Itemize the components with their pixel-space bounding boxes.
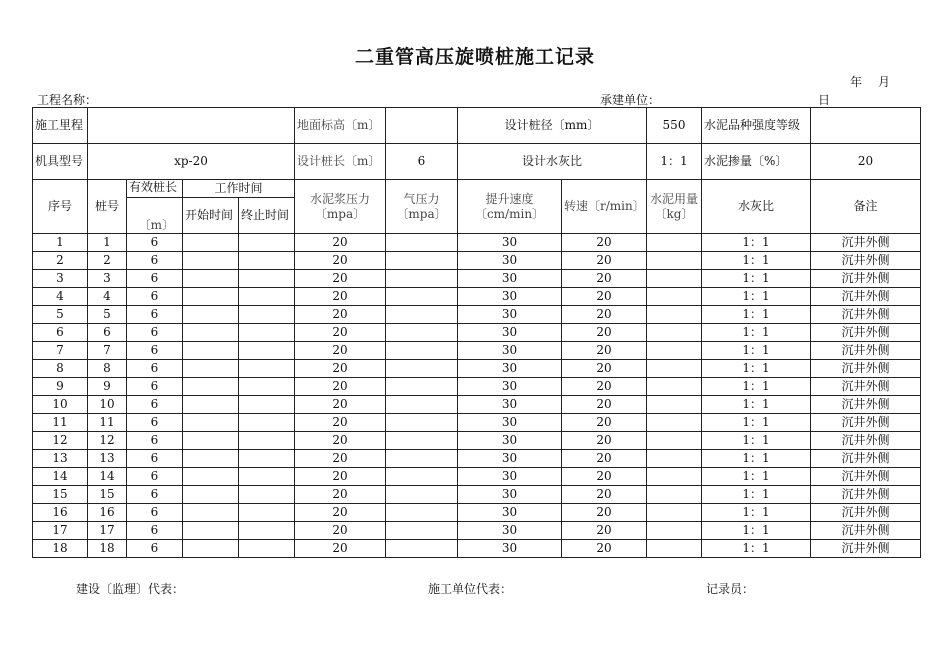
- cell-seq: 16: [33, 504, 88, 522]
- cell-seq: 15: [33, 486, 88, 504]
- cell-lift-speed: 30: [458, 234, 562, 252]
- cell-slurry-pressure: 20: [295, 342, 386, 360]
- cell-rotation-speed: 20: [562, 342, 647, 360]
- cell-remark: 沉井外侧: [811, 450, 921, 468]
- col-work-time: 工作时间: [183, 180, 295, 198]
- cell-slurry-pressure: 20: [295, 360, 386, 378]
- cell-seq: 1: [33, 234, 88, 252]
- cell-cement-amount[interactable]: [647, 396, 702, 414]
- cell-seq: 9: [33, 378, 88, 396]
- cell-start-time[interactable]: [183, 468, 239, 486]
- cell-wc-ratio: 1：1: [702, 414, 811, 432]
- cell-lift-speed: 30: [458, 522, 562, 540]
- table-row: [33, 540, 921, 558]
- cell-start-time[interactable]: [183, 270, 239, 288]
- cell-end-time[interactable]: [239, 486, 295, 504]
- design-length-label: 设计桩长〔m〕: [295, 144, 386, 180]
- cell-end-time[interactable]: [239, 270, 295, 288]
- contractor-label: 承建单位：: [600, 93, 661, 107]
- mileage-value[interactable]: [88, 108, 295, 144]
- cell-effective-length: 6: [127, 540, 183, 558]
- cell-pile-no: 14: [88, 468, 127, 486]
- cell-effective-length: 6: [127, 432, 183, 450]
- cell-seq: 11: [33, 414, 88, 432]
- cell-remark: 沉井外侧: [811, 486, 921, 504]
- cell-wc-ratio: 1：1: [702, 288, 811, 306]
- table-row: [33, 270, 921, 288]
- cell-wc-ratio: 1：1: [702, 504, 811, 522]
- cell-wc-ratio: 1：1: [702, 342, 811, 360]
- design-wc-ratio-label: 设计水灰比: [458, 144, 647, 180]
- date-year-label: 年: [850, 75, 863, 89]
- cell-end-time[interactable]: [239, 360, 295, 378]
- cell-end-time[interactable]: [239, 540, 295, 558]
- cell-cement-amount[interactable]: [647, 324, 702, 342]
- column-header-row-1: [33, 180, 921, 198]
- table-row: [33, 288, 921, 306]
- cell-slurry-pressure: 20: [295, 324, 386, 342]
- cell-rotation-speed: 20: [562, 360, 647, 378]
- cell-lift-speed: 30: [458, 378, 562, 396]
- cell-end-time[interactable]: [239, 324, 295, 342]
- cell-remark: 沉井外侧: [811, 396, 921, 414]
- cell-slurry-pressure: 20: [295, 288, 386, 306]
- cell-start-time[interactable]: [183, 540, 239, 558]
- cell-air-pressure[interactable]: [386, 360, 458, 378]
- col-end-time: 终止时间: [239, 198, 295, 234]
- cell-slurry-pressure: 20: [295, 432, 386, 450]
- table-row: [33, 342, 921, 360]
- cell-seq: 18: [33, 540, 88, 558]
- cell-rotation-speed: 20: [562, 432, 647, 450]
- cell-start-time[interactable]: [183, 414, 239, 432]
- table-row: [33, 324, 921, 342]
- col-start-time: 开始时间: [183, 198, 239, 234]
- cell-effective-length: 6: [127, 270, 183, 288]
- cell-rotation-speed: 20: [562, 522, 647, 540]
- cell-remark: 沉井外侧: [811, 234, 921, 252]
- machine-model-label: 机具型号: [33, 144, 88, 180]
- cell-wc-ratio: 1：1: [702, 270, 811, 288]
- cell-effective-length: 6: [127, 468, 183, 486]
- cell-air-pressure[interactable]: [386, 468, 458, 486]
- record-rows: [33, 234, 921, 558]
- design-diameter-value: 550: [647, 108, 702, 144]
- cell-start-time[interactable]: [183, 378, 239, 396]
- cell-remark: 沉井外侧: [811, 378, 921, 396]
- cell-effective-length: 6: [127, 360, 183, 378]
- cell-end-time[interactable]: [239, 306, 295, 324]
- cell-start-time[interactable]: [183, 306, 239, 324]
- cell-lift-speed: 30: [458, 468, 562, 486]
- col-effective-length-label: 有效桩长: [129, 180, 178, 194]
- cell-remark: 沉井外侧: [811, 252, 921, 270]
- cell-seq: 2: [33, 252, 88, 270]
- cell-lift-speed: 30: [458, 504, 562, 522]
- cell-end-time[interactable]: [239, 234, 295, 252]
- cell-air-pressure[interactable]: [386, 414, 458, 432]
- col-wc-ratio: 水灰比: [702, 180, 811, 234]
- cement-grade-value[interactable]: [811, 108, 921, 144]
- cell-rotation-speed: 20: [562, 396, 647, 414]
- cell-cement-amount[interactable]: [647, 252, 702, 270]
- cell-remark: 沉井外侧: [811, 432, 921, 450]
- col-rotation-speed: 转速〔r/min〕: [562, 180, 647, 234]
- cell-cement-amount[interactable]: [647, 468, 702, 486]
- cell-seq: 5: [33, 306, 88, 324]
- cell-wc-ratio: 1：1: [702, 378, 811, 396]
- cell-pile-no: 2: [88, 252, 127, 270]
- table-row: [33, 252, 921, 270]
- cell-effective-length: 6: [127, 378, 183, 396]
- col-lift-speed: 提升速度〔cm/min〕: [458, 180, 562, 234]
- cell-lift-speed: 30: [458, 306, 562, 324]
- cell-remark: 沉井外侧: [811, 522, 921, 540]
- design-diameter-label: 设计桩径〔mm〕: [458, 108, 647, 144]
- cell-pile-no: 13: [88, 450, 127, 468]
- table-row: [33, 306, 921, 324]
- cell-end-time[interactable]: [239, 252, 295, 270]
- cell-slurry-pressure: 20: [295, 414, 386, 432]
- ground-elevation-value[interactable]: [386, 108, 458, 144]
- cell-cement-amount[interactable]: [647, 540, 702, 558]
- cell-remark: 沉井外侧: [811, 468, 921, 486]
- cell-effective-length: 6: [127, 234, 183, 252]
- cell-slurry-pressure: 20: [295, 504, 386, 522]
- cell-end-time[interactable]: [239, 432, 295, 450]
- table-row: [33, 522, 921, 540]
- cell-pile-no: 16: [88, 504, 127, 522]
- cell-start-time[interactable]: [183, 342, 239, 360]
- cell-air-pressure[interactable]: [386, 522, 458, 540]
- cement-dosage-label: 水泥掺量〔%〕: [702, 144, 811, 180]
- cell-slurry-pressure: 20: [295, 252, 386, 270]
- cement-dosage-value: 20: [811, 144, 921, 180]
- cell-lift-speed: 30: [458, 252, 562, 270]
- cell-seq: 12: [33, 432, 88, 450]
- table-row: [33, 450, 921, 468]
- cell-end-time[interactable]: [239, 450, 295, 468]
- cell-wc-ratio: 1：1: [702, 360, 811, 378]
- cell-start-time[interactable]: [183, 522, 239, 540]
- design-length-value: 6: [386, 144, 458, 180]
- cell-slurry-pressure: 20: [295, 378, 386, 396]
- cell-wc-ratio: 1：1: [702, 432, 811, 450]
- cell-pile-no: 6: [88, 324, 127, 342]
- cell-effective-length: 6: [127, 288, 183, 306]
- cell-seq: 17: [33, 522, 88, 540]
- info-row-2: [33, 144, 921, 180]
- cell-pile-no: 5: [88, 306, 127, 324]
- design-wc-ratio-value: 1：1: [647, 144, 702, 180]
- cell-cement-amount[interactable]: [647, 306, 702, 324]
- page-title: 二重管高压旋喷桩施工记录: [354, 46, 595, 68]
- cell-seq: 4: [33, 288, 88, 306]
- cell-wc-ratio: 1：1: [702, 252, 811, 270]
- cell-lift-speed: 30: [458, 540, 562, 558]
- cell-remark: 沉井外侧: [811, 540, 921, 558]
- cell-start-time[interactable]: [183, 396, 239, 414]
- cell-seq: 8: [33, 360, 88, 378]
- construction-record-table: [32, 107, 921, 558]
- cell-pile-no: 7: [88, 342, 127, 360]
- cell-remark: 沉井外侧: [811, 288, 921, 306]
- cell-lift-speed: 30: [458, 432, 562, 450]
- mileage-label: 施工里程: [33, 108, 88, 144]
- table-row: [33, 504, 921, 522]
- cell-air-pressure[interactable]: [386, 324, 458, 342]
- cell-seq: 6: [33, 324, 88, 342]
- cell-pile-no: 10: [88, 396, 127, 414]
- cell-air-pressure[interactable]: [386, 252, 458, 270]
- cell-end-time[interactable]: [239, 342, 295, 360]
- cell-cement-amount[interactable]: [647, 270, 702, 288]
- cell-lift-speed: 30: [458, 450, 562, 468]
- cell-end-time[interactable]: [239, 378, 295, 396]
- cell-wc-ratio: 1：1: [702, 324, 811, 342]
- cell-end-time[interactable]: [239, 288, 295, 306]
- cell-rotation-speed: 20: [562, 414, 647, 432]
- cell-seq: 14: [33, 468, 88, 486]
- table-row: [33, 468, 921, 486]
- cell-rotation-speed: 20: [562, 234, 647, 252]
- cell-pile-no: 12: [88, 432, 127, 450]
- cell-lift-speed: 30: [458, 360, 562, 378]
- cell-rotation-speed: 20: [562, 450, 647, 468]
- col-slurry-pressure: 水泥浆压力〔mpa〕: [295, 180, 386, 234]
- cell-end-time[interactable]: [239, 468, 295, 486]
- cell-start-time[interactable]: [183, 504, 239, 522]
- cell-cement-amount[interactable]: [647, 522, 702, 540]
- cell-remark: 沉井外侧: [811, 504, 921, 522]
- cell-air-pressure[interactable]: [386, 540, 458, 558]
- cell-cement-amount[interactable]: [647, 288, 702, 306]
- cell-air-pressure[interactable]: [386, 270, 458, 288]
- cell-lift-speed: 30: [458, 288, 562, 306]
- cell-end-time[interactable]: [239, 504, 295, 522]
- cell-pile-no: 15: [88, 486, 127, 504]
- cell-pile-no: 9: [88, 378, 127, 396]
- cell-start-time[interactable]: [183, 234, 239, 252]
- cell-slurry-pressure: 20: [295, 522, 386, 540]
- cell-seq: 13: [33, 450, 88, 468]
- cell-effective-length: 6: [127, 396, 183, 414]
- info-row-1: [33, 108, 921, 144]
- cell-remark: 沉井外侧: [811, 306, 921, 324]
- project-name-label: 工程名称：: [37, 93, 98, 107]
- cell-effective-length: 6: [127, 306, 183, 324]
- cell-wc-ratio: 1：1: [702, 450, 811, 468]
- cell-remark: 沉井外侧: [811, 324, 921, 342]
- machine-model-value: xp-20: [88, 144, 295, 180]
- cell-effective-length: 6: [127, 450, 183, 468]
- col-cement-amount: 水泥用量〔kg〕: [647, 180, 702, 234]
- cell-effective-length: 6: [127, 324, 183, 342]
- cell-slurry-pressure: 20: [295, 306, 386, 324]
- cell-end-time[interactable]: [239, 396, 295, 414]
- cell-lift-speed: 30: [458, 414, 562, 432]
- cell-lift-speed: 30: [458, 396, 562, 414]
- cell-cement-amount[interactable]: [647, 342, 702, 360]
- table-row: [33, 396, 921, 414]
- cell-slurry-pressure: 20: [295, 396, 386, 414]
- cell-wc-ratio: 1：1: [702, 306, 811, 324]
- col-effective-length-unit: 〔m〕: [127, 198, 183, 234]
- cell-start-time[interactable]: [183, 450, 239, 468]
- cell-rotation-speed: 20: [562, 324, 647, 342]
- construction-rep-label: 施工单位代表：: [428, 582, 513, 596]
- table-row: [33, 378, 921, 396]
- cell-start-time[interactable]: [183, 432, 239, 450]
- cell-start-time[interactable]: [183, 252, 239, 270]
- date-month-label: 月: [878, 75, 891, 89]
- cell-effective-length: 6: [127, 414, 183, 432]
- col-effective-length: [127, 180, 183, 198]
- cell-start-time[interactable]: [183, 324, 239, 342]
- cell-cement-amount[interactable]: [647, 234, 702, 252]
- cement-grade-label: 水泥品种强度等级: [702, 108, 811, 144]
- cell-slurry-pressure: 20: [295, 468, 386, 486]
- cell-rotation-speed: 20: [562, 270, 647, 288]
- cell-rotation-speed: 20: [562, 486, 647, 504]
- cell-cement-amount[interactable]: [647, 414, 702, 432]
- cell-slurry-pressure: 20: [295, 270, 386, 288]
- cell-air-pressure[interactable]: [386, 432, 458, 450]
- cell-rotation-speed: 20: [562, 306, 647, 324]
- cell-slurry-pressure: 20: [295, 540, 386, 558]
- cell-lift-speed: 30: [458, 270, 562, 288]
- cell-remark: 沉井外侧: [811, 270, 921, 288]
- cell-rotation-speed: 20: [562, 468, 647, 486]
- cell-wc-ratio: 1：1: [702, 468, 811, 486]
- table-row: [33, 360, 921, 378]
- cell-start-time[interactable]: [183, 486, 239, 504]
- cell-pile-no: 1: [88, 234, 127, 252]
- cell-start-time[interactable]: [183, 288, 239, 306]
- cell-rotation-speed: 20: [562, 504, 647, 522]
- supervisor-rep-label: 建设〔监理〕代表：: [76, 582, 185, 596]
- cell-end-time[interactable]: [239, 414, 295, 432]
- col-remark: 备注: [811, 180, 921, 234]
- cell-air-pressure[interactable]: [386, 234, 458, 252]
- cell-cement-amount[interactable]: [647, 504, 702, 522]
- cell-remark: 沉井外侧: [811, 360, 921, 378]
- cell-cement-amount[interactable]: [647, 360, 702, 378]
- cell-lift-speed: 30: [458, 486, 562, 504]
- cell-air-pressure[interactable]: [386, 504, 458, 522]
- cell-slurry-pressure: 20: [295, 486, 386, 504]
- cell-air-pressure[interactable]: [386, 396, 458, 414]
- cell-effective-length: 6: [127, 522, 183, 540]
- cell-pile-no: 3: [88, 270, 127, 288]
- cell-cement-amount[interactable]: [647, 486, 702, 504]
- cell-wc-ratio: 1：1: [702, 486, 811, 504]
- cell-effective-length: 6: [127, 342, 183, 360]
- cell-seq: 7: [33, 342, 88, 360]
- cell-rotation-speed: 20: [562, 378, 647, 396]
- cell-air-pressure[interactable]: [386, 450, 458, 468]
- cell-seq: 3: [33, 270, 88, 288]
- cell-end-time[interactable]: [239, 522, 295, 540]
- cell-effective-length: 6: [127, 252, 183, 270]
- cell-air-pressure[interactable]: [386, 288, 458, 306]
- cell-air-pressure[interactable]: [386, 378, 458, 396]
- cell-pile-no: 11: [88, 414, 127, 432]
- cell-pile-no: 8: [88, 360, 127, 378]
- date-day-label: 日: [818, 93, 831, 107]
- cell-pile-no: 4: [88, 288, 127, 306]
- recorder-label: 记录员：: [706, 582, 755, 596]
- cell-effective-length: 6: [127, 486, 183, 504]
- col-pile-no: 桩号: [88, 180, 127, 234]
- table-row: [33, 432, 921, 450]
- cell-air-pressure[interactable]: [386, 306, 458, 324]
- cell-lift-speed: 30: [458, 324, 562, 342]
- ground-elevation-label: 地面标高〔m〕: [295, 108, 386, 144]
- cell-rotation-speed: 20: [562, 288, 647, 306]
- cell-wc-ratio: 1：1: [702, 396, 811, 414]
- cell-wc-ratio: 1：1: [702, 234, 811, 252]
- cell-cement-amount[interactable]: [647, 450, 702, 468]
- cell-slurry-pressure: 20: [295, 234, 386, 252]
- cell-wc-ratio: 1：1: [702, 540, 811, 558]
- cell-remark: 沉井外侧: [811, 342, 921, 360]
- table-row: [33, 234, 921, 252]
- table-row: [33, 414, 921, 432]
- cell-slurry-pressure: 20: [295, 450, 386, 468]
- col-seq: 序号: [33, 180, 88, 234]
- cell-remark: 沉井外侧: [811, 414, 921, 432]
- table-row: [33, 486, 921, 504]
- cell-air-pressure[interactable]: [386, 342, 458, 360]
- cell-rotation-speed: 20: [562, 540, 647, 558]
- cell-pile-no: 17: [88, 522, 127, 540]
- cell-rotation-speed: 20: [562, 252, 647, 270]
- cell-pile-no: 18: [88, 540, 127, 558]
- cell-wc-ratio: 1：1: [702, 522, 811, 540]
- cell-effective-length: 6: [127, 504, 183, 522]
- cell-start-time[interactable]: [183, 360, 239, 378]
- cell-cement-amount[interactable]: [647, 432, 702, 450]
- cell-cement-amount[interactable]: [647, 378, 702, 396]
- cell-seq: 10: [33, 396, 88, 414]
- col-air-pressure: 气压力〔mpa〕: [386, 180, 458, 234]
- cell-lift-speed: 30: [458, 342, 562, 360]
- cell-air-pressure[interactable]: [386, 486, 458, 504]
